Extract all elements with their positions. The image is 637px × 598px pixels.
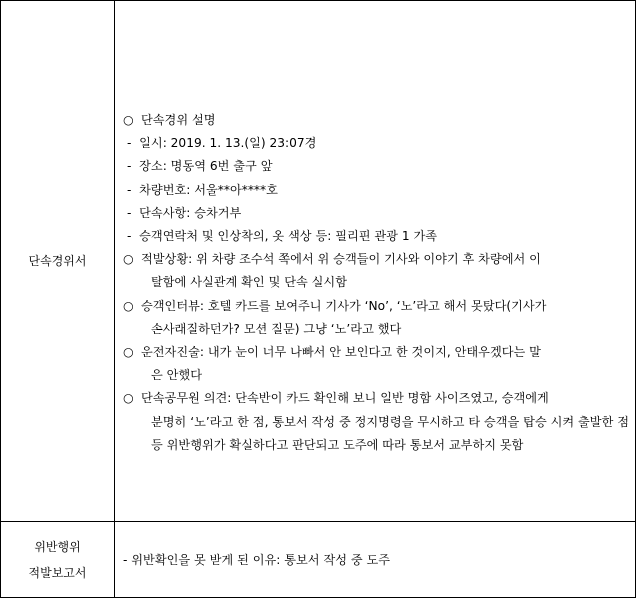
detail-item	[123, 132, 629, 155]
finding-item	[123, 387, 629, 457]
circle-bullet-icon: ○	[123, 252, 134, 267]
circle-bullet-icon: ○	[123, 391, 134, 406]
finding-item	[123, 248, 629, 294]
finding-continuation: 은 안했다	[151, 368, 202, 383]
finding-continuation: 분명히 ‘노’라고 한 점, 통보서 작성 중 정지명령을 무시하고 타 승객을 탑승 시켜 출발한 점 등 위반행위가 확실하다고 판단되고 도주에 따라 통보서 교부하지 못함	[151, 414, 629, 452]
violation-label-line1: 위반행위	[34, 539, 81, 554]
dash-bullet: -	[127, 205, 132, 220]
dash-bullet: -	[127, 182, 132, 197]
violation-section-content	[115, 522, 636, 598]
finding-text	[141, 341, 629, 387]
circle-bullet-icon: ○	[123, 345, 134, 359]
finding-text	[141, 295, 629, 341]
detail-item	[123, 225, 629, 248]
circle-bullet-icon: ○	[123, 112, 134, 127]
heading-line	[123, 109, 629, 132]
violation-section-label	[1, 522, 115, 598]
dash-bullet: -	[127, 136, 132, 151]
detail-text: 장소: 명동역 6번 출구 앞	[139, 159, 273, 174]
finding-item	[123, 341, 629, 387]
violation-label-line2: 적발보고서	[28, 565, 87, 580]
main-section-content	[115, 1, 636, 522]
violation-reason-text: - 위반확인을 못 받게 된 이유: 통보서 작성 중 도주	[123, 553, 391, 567]
finding-item	[123, 295, 629, 341]
finding-continuation: 탈함에 사실관계 확인 및 단속 실시함	[151, 275, 347, 290]
finding-text	[141, 387, 629, 457]
detail-item	[123, 155, 629, 178]
detail-item	[123, 179, 629, 202]
detail-text: 단속사항: 승차거부	[139, 205, 242, 220]
finding-first-line: 단속공무원 의견: 단속반이 카드 확인해 보니 일반 명함 사이즈였고, 승객에게	[141, 391, 549, 406]
circle-bullet-icon: ○	[123, 298, 134, 313]
detail-text: 일시: 2019. 1. 13.(일) 23:07경	[139, 136, 317, 151]
finding-first-line: 운전자진술: 내가 눈이 너무 나빠서 안 보인다고 한 것이지, 안태우겠다는 말	[141, 345, 541, 359]
finding-text	[141, 248, 629, 294]
dash-bullet: -	[127, 159, 132, 174]
detail-text: 승객연락처 및 인상착의, 옷 색상 등: 필리핀 관광 1 가족	[139, 228, 437, 243]
dash-bullet: -	[127, 228, 132, 243]
detail-item	[123, 202, 629, 225]
heading-text: 단속경위 설명	[141, 112, 216, 127]
main-label-text: 단속경위서	[28, 254, 87, 268]
finding-first-line: 승객인터뷰: 호텔 카드를 보여주니 기사가 ‘No’, ‘노’라고 해서 못탔다(기사가	[141, 298, 547, 313]
finding-first-line: 적발상황: 위 차량 조수석 쪽에서 위 승객들이 기사와 이야기 후 차량에서 이	[141, 252, 541, 267]
finding-continuation: 손사래질하던가? 모션 질문) 그냥 ‘노’라고 했다	[151, 321, 402, 336]
detail-text: 차량번호: 서울**아****호	[139, 182, 278, 197]
main-section-label	[1, 1, 115, 522]
